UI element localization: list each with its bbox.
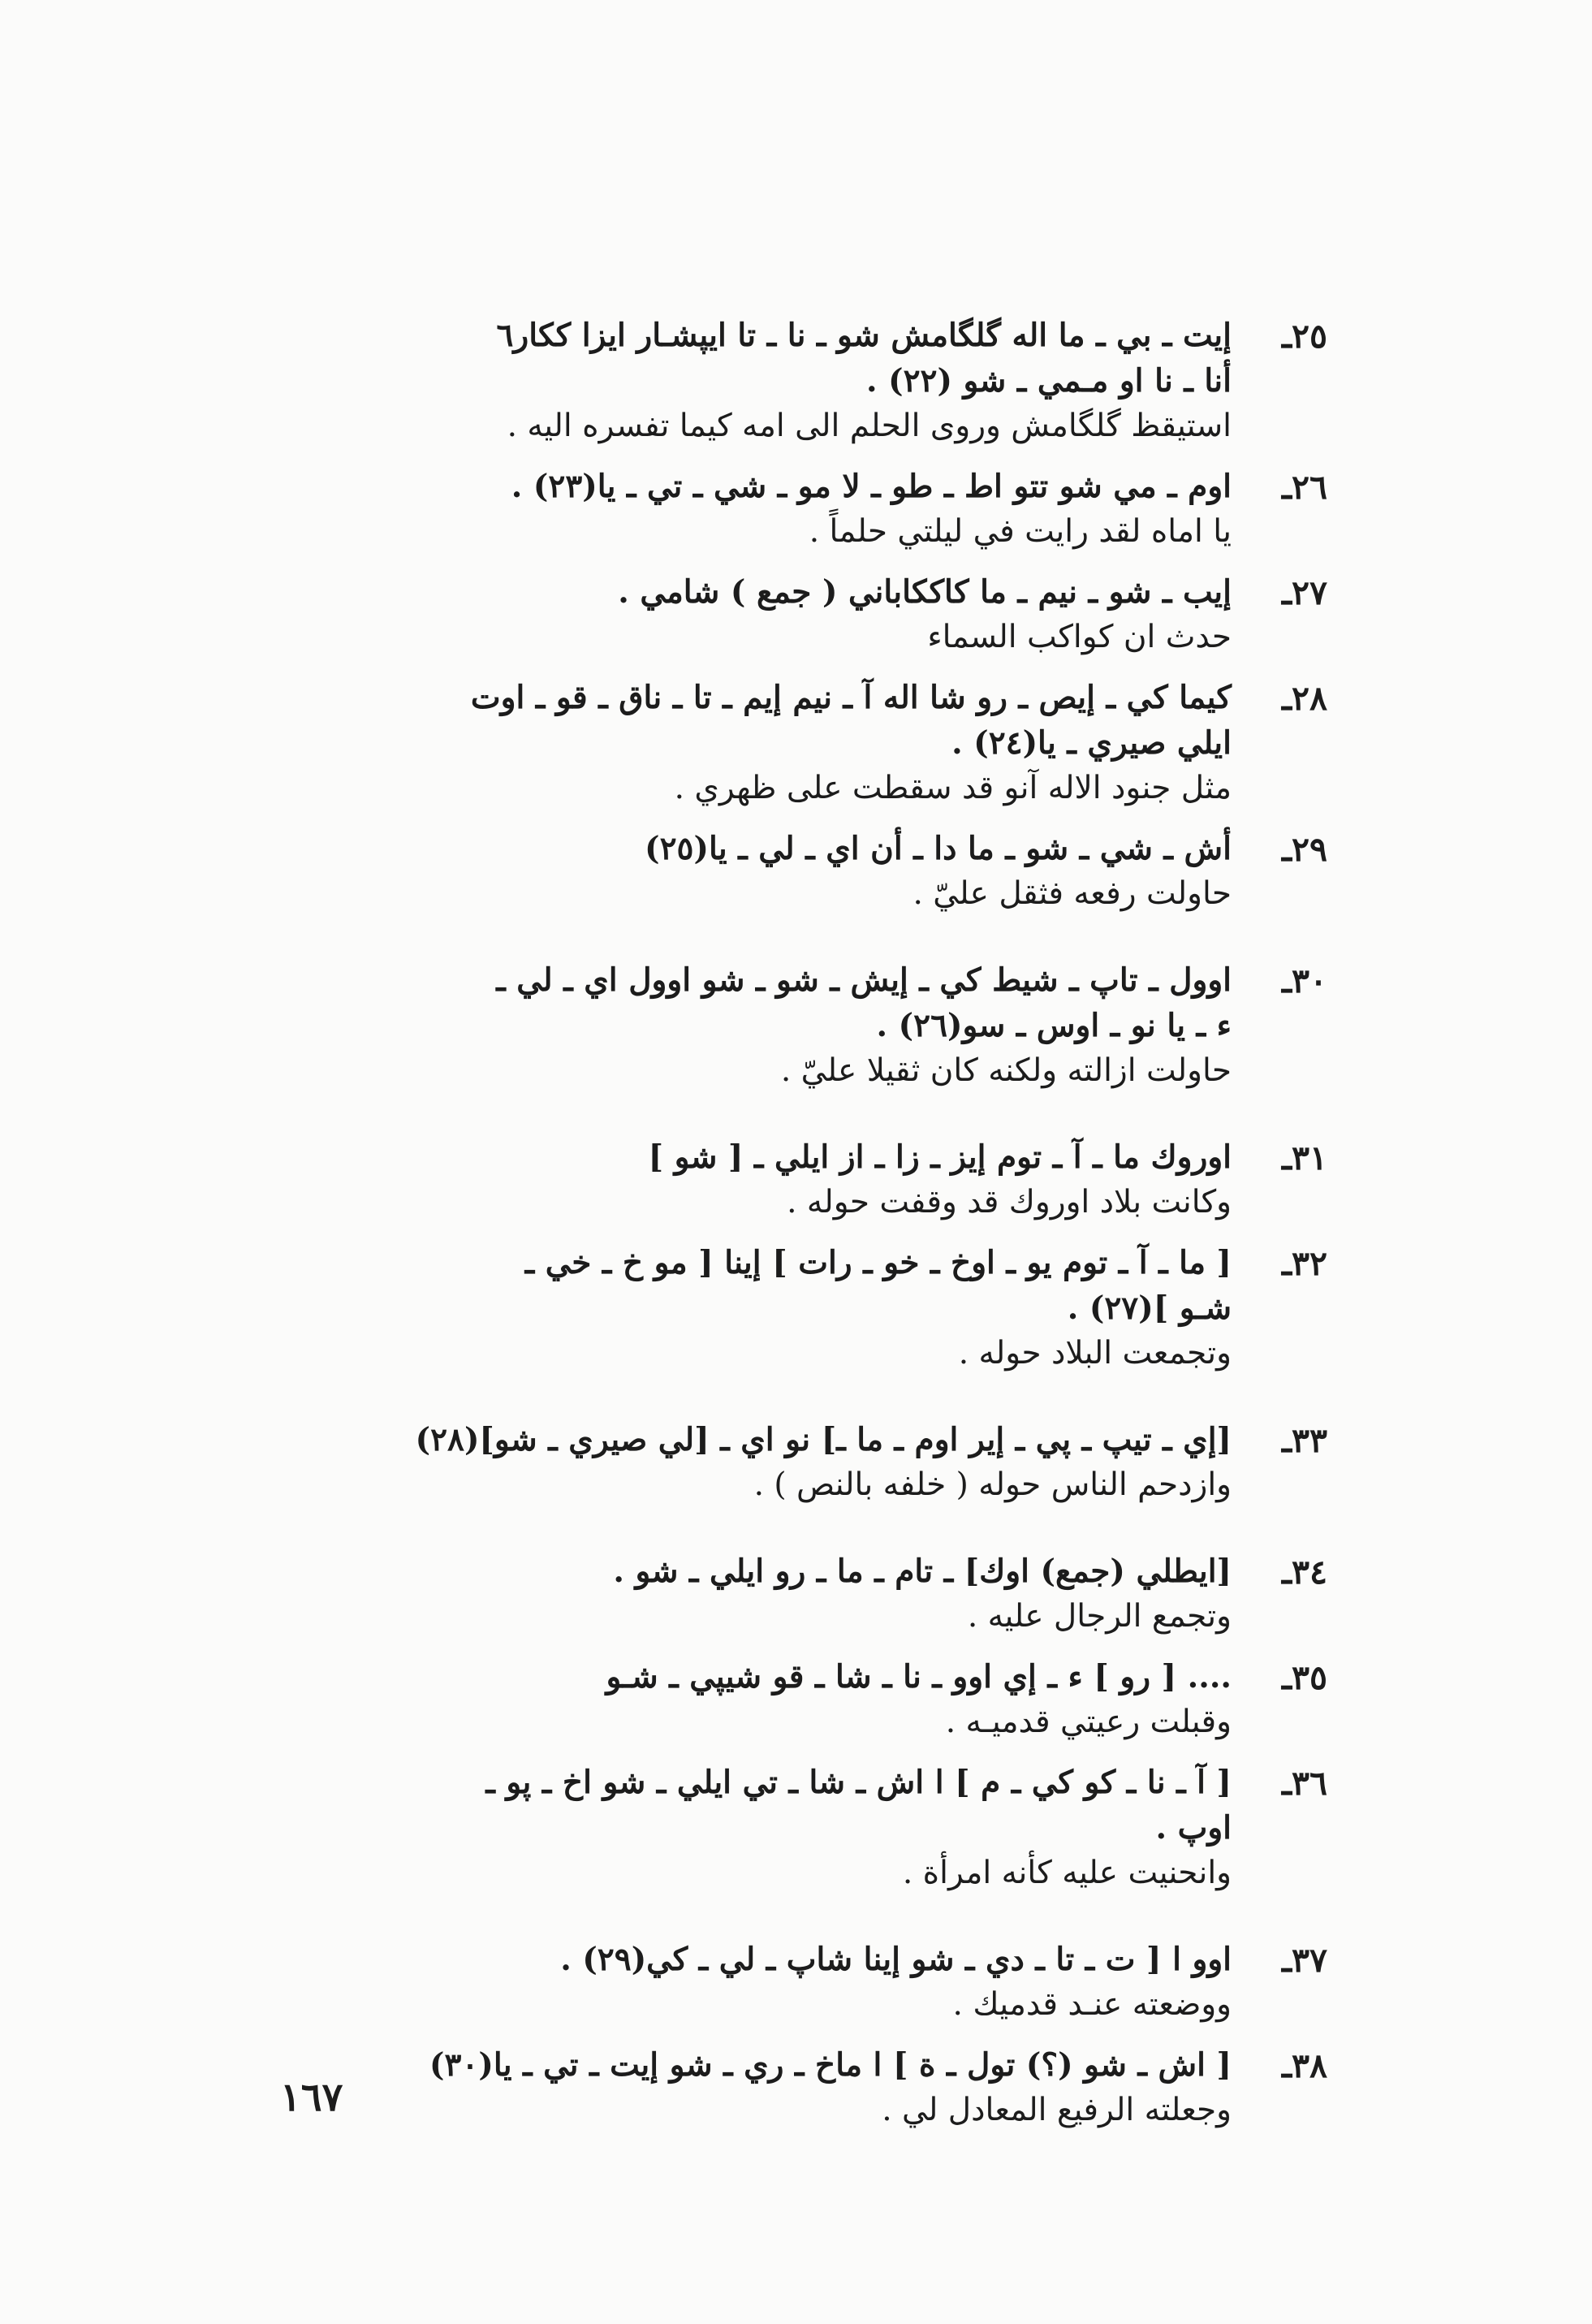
transliteration-line: ايلي صيري ـ يا(٢٤) . xyxy=(951,724,1232,762)
verse-number: ٣٣ـ xyxy=(1281,1421,1327,1460)
transliteration-line: [ايطلي (جمع) اوك] ـ تام ـ ما ـ رو ايلي ـ شو . xyxy=(613,1553,1232,1590)
page-number: ١٦٧ xyxy=(280,2075,343,2120)
translation-line: وانحنيت عليه كأنه امرأة . xyxy=(902,1855,1232,1891)
verse-entry xyxy=(260,1549,1327,1639)
translation-line: وتجمعت البلاد حوله . xyxy=(958,1335,1232,1372)
verse-entry xyxy=(260,1134,1327,1225)
verse-number: ٣٦ـ xyxy=(1281,1764,1327,1803)
verse-entry xyxy=(260,1937,1327,2028)
verse-number: ٣٧ـ xyxy=(1281,1941,1327,1980)
transliteration-line: كيما كي ـ إيص ـ رو شا اله آ ـ نيم إيم ـ تا ـ ناق ـ قو ـ اوت xyxy=(470,679,1232,716)
translation-line: حدث ان كواكب السماء xyxy=(927,619,1232,655)
verse-number: ٣٠ـ xyxy=(1281,961,1327,1000)
verse-number: ٢٩ـ xyxy=(1281,830,1327,869)
verse-entry xyxy=(260,1654,1327,1745)
transliteration-line: [إي ـ تيپ ـ پي ـ إير اوم ـ ما ـ] نو اي ـ [لي صيري ـ شو](٢٨) xyxy=(415,1421,1232,1458)
verse-number: ٣٥ـ xyxy=(1281,1658,1327,1697)
verse-entry xyxy=(260,569,1327,660)
transliteration-line: [ اش ـ شو (؟) تول ـ ة ] ا ماخ ـ ري ـ شو إيت ـ تي ـ يا(٣٠) xyxy=(429,2046,1232,2084)
verse-number: ٢٦ـ xyxy=(1281,468,1327,507)
verse-entry xyxy=(260,1417,1327,1508)
verse-entry xyxy=(260,464,1327,555)
transliteration-line: اوم ـ مي شو تتو اط ـ طو ـ لا مو ـ شي ـ تي ـ يا(٢٣) . xyxy=(511,468,1232,505)
translation-line: حاولت رفعه فثقل عليّ . xyxy=(912,875,1232,912)
transliteration-line: إيت ـ بي ـ ما اله گلگامش شو ـ نا ـ تا ايپشـار ايزا ككار٦ xyxy=(496,317,1232,354)
verse-entry xyxy=(260,1240,1327,1376)
verse-number: ٣٨ـ xyxy=(1281,2046,1327,2085)
transliteration-line: [ ما ـ آ ـ توم يو ـ اوخ ـ خو ـ رات ] إينا [ مو خ ـ خي ـ xyxy=(524,1244,1232,1281)
transliteration-line: اوپ . xyxy=(1155,1809,1232,1847)
transliteration-line: شـو ](٢٧) . xyxy=(1067,1289,1232,1327)
translation-line: وجعلته الرفيع المعادل لي . xyxy=(882,2092,1232,2128)
translation-line: استيقظ گلگامش وروى الحلم الى امه كيما تفسره اليه . xyxy=(507,408,1232,444)
translation-line: وقبلت رعيتي قدميـه . xyxy=(945,1704,1232,1740)
verse-entry xyxy=(260,1760,1327,1896)
translation-line: يا اماه لقد رايت في ليلتي حلماً . xyxy=(809,513,1232,550)
translation-line: وكانت بلاد اوروك قد وقفت حوله . xyxy=(787,1184,1232,1220)
verse-entry xyxy=(260,2042,1327,2133)
verse-entry xyxy=(260,675,1327,811)
verse-entry xyxy=(260,826,1327,917)
transliteration-line: أش ـ شي ـ شو ـ ما دا ـ أن اي ـ لي ـ يا(٢٥) xyxy=(645,830,1232,867)
transliteration-line: اوول ـ تاپ ـ شيط كي ـ إيش ـ شو ـ شو اوول اي ـ لي ـ xyxy=(496,961,1232,999)
transliteration-line: اوروك ما ـ آ ـ توم إيز ـ زا ـ از ايلي ـ [ شو ] xyxy=(648,1138,1232,1176)
translation-line: حاولت ازالته ولكنه كان ثقيلا عليّ . xyxy=(780,1052,1232,1089)
verse-entry xyxy=(260,957,1327,1094)
translation-line: مثل جنود الاله آنو قد سقطت على ظهري . xyxy=(674,770,1232,806)
transliteration-line: [ آ ـ نا ـ كو كي ـ م ] ا اش ـ شا ـ تي ايلي ـ شو اخ ـ پو ـ xyxy=(485,1764,1232,1801)
transliteration-line: اوو ا [ ت ـ تا ـ دي ـ شو إينا شاپ ـ لي ـ كي(٢٩) . xyxy=(560,1941,1232,1978)
translation-line: ووضعته عنـد قدميك . xyxy=(952,1986,1232,2023)
verse-number: ٣٤ـ xyxy=(1281,1553,1327,1592)
transliteration-line: .... [ رو ] ء ـ إي اوو ـ نا ـ شا ـ قو شيپي ـ شـو xyxy=(606,1658,1232,1695)
verse-number: ٢٥ـ xyxy=(1281,317,1327,356)
verse-number: ٣١ـ xyxy=(1281,1138,1327,1177)
transliteration-line: أنا ـ نا او مـمي ـ شو (٢٢) . xyxy=(865,362,1232,400)
verse-number: ٢٧ـ xyxy=(1281,573,1327,612)
page-body xyxy=(260,313,1327,2148)
verse-number: ٢٨ـ xyxy=(1281,679,1327,718)
transliteration-line: إيب ـ شو ـ نيم ـ ما كاككاباني ( جمع ) شامي . xyxy=(618,573,1232,611)
transliteration-line: ء ـ يا نو ـ اوس ـ سو(٢٦) . xyxy=(876,1007,1232,1044)
translation-line: وازدحم الناس حوله ( خلفه بالنص ) . xyxy=(753,1467,1232,1503)
translation-line: وتجمع الرجال عليه . xyxy=(967,1598,1232,1635)
verse-number: ٣٢ـ xyxy=(1281,1244,1327,1283)
verse-entry xyxy=(260,313,1327,449)
